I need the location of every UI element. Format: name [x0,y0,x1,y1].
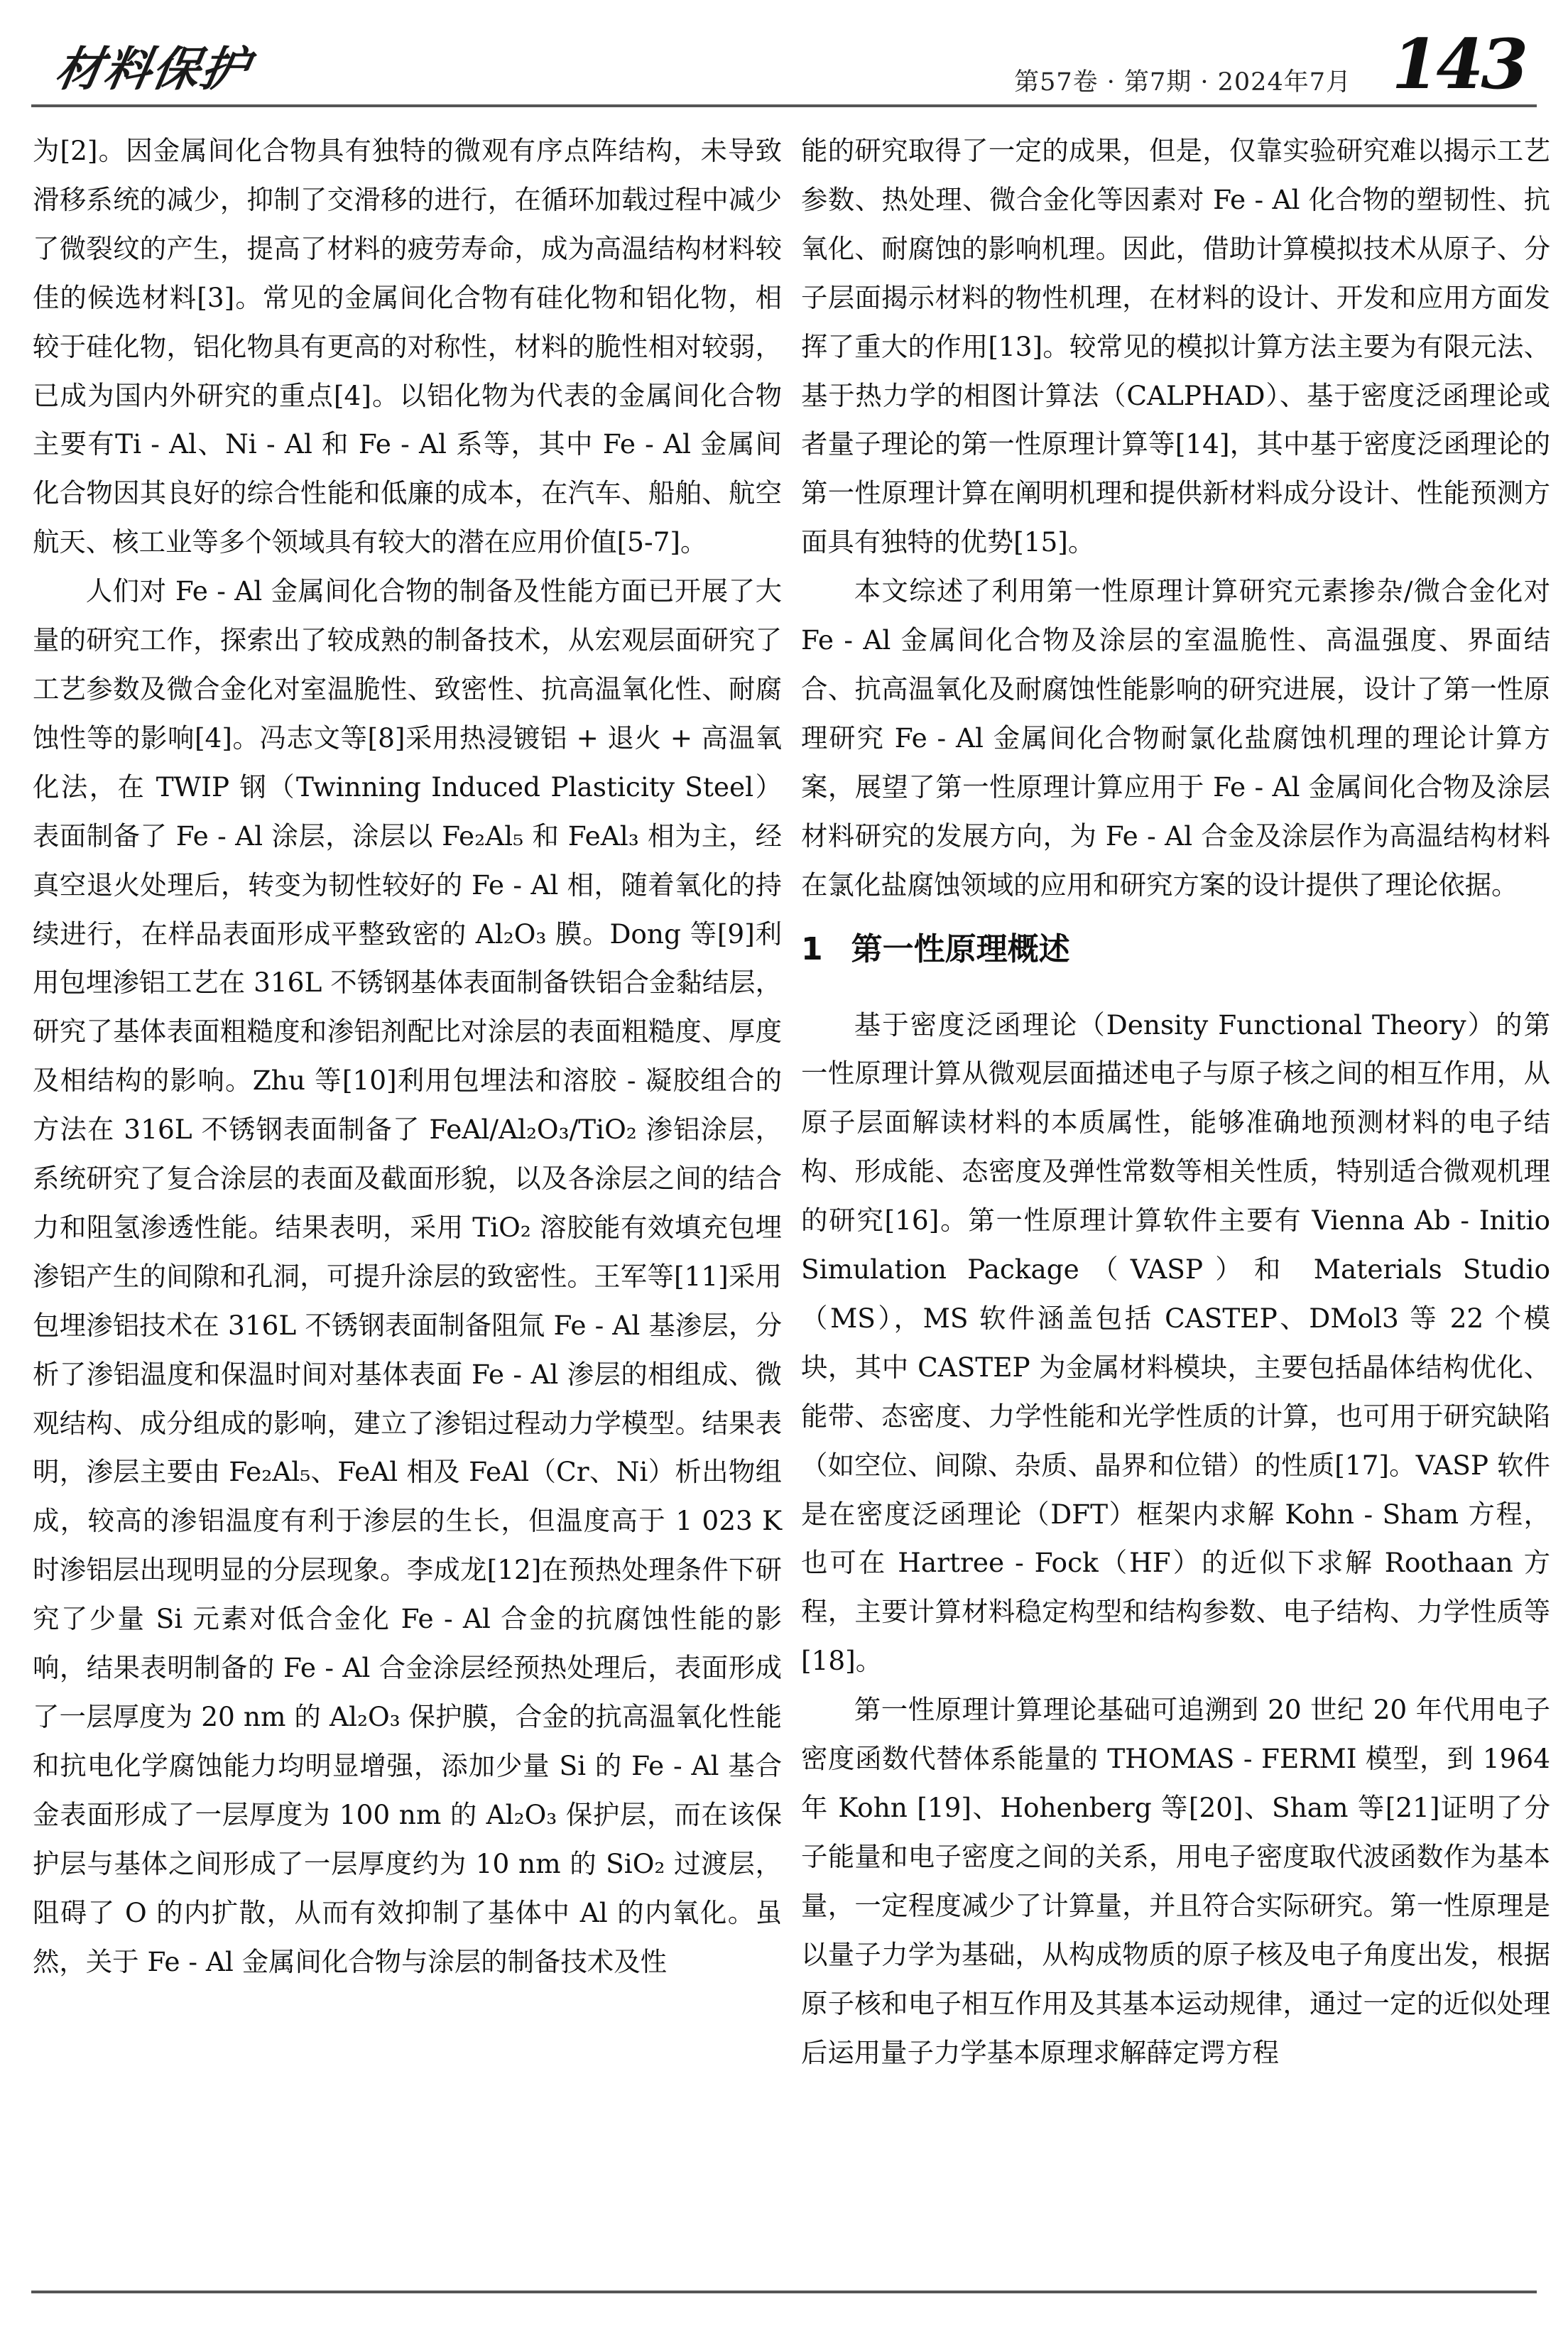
section-title: 第一性原理概述 [851,930,1070,967]
paragraph: 人们对 Fe - Al 金属间化合物的制备及性能方面已开展了大量的研究工作，探索出了较成熟的制备技术，从宏观层面研究了工艺参数及微合金化对室温脆性、致密性、抗高温氧化性、耐腐蚀性等的影响[4]。冯志文等[8]采用热浸镀铝 + 退火 + 高温氧化法，在 TWIP 钢（Twinning Induced Plasticity Steel）表面制备了 Fe - Al 涂层，涂层以 Fe₂Al₅ 和 FeAl₃ 相为主，经真空退火处理后，转变为韧性较好的 Fe - Al 相，随着氧化的持续进行，在样品表面形成平整致密的 Al₂O₃ 膜。Dong 等[9]利用包埋渗铝工艺在 316L 不锈钢基体表面制备铁铝合金黏结层，研究了基体表面粗糙度和渗铝剂配比对涂层的表面粗糙度、厚度及相结构的影响。Zhu 等[10]利用包埋法和溶胶 - 凝胶组合的方法在 316L 不锈钢表面制备了 FeAl/Al₂O₃/TiO₂ 渗铝涂层，系统研究了复合涂层的表面及截面形貌，以及各涂层之间的结合力和阻氢渗透性能。结果表明，采用 TiO₂ 溶胶能有效填充包埋渗铝产生的间隙和孔洞，可提升涂层的致密性。王军等[11]采用包埋渗铝技术在 316L 不锈钢表面制备阻氚 Fe - Al 基渗层，分析了渗铝温度和保温时间对基体表面 Fe - Al 渗层的相组成、微观结构、成分组成的影响，建立了渗铝过程动力学模型。结果表明，渗层主要由 Fe₂Al₅、FeAl 相及 FeAl（Cr、Ni）析出物组成，较高的渗铝温度有利于渗层的生长，但温度高于 1 023 K 时渗铝层出现明显的分层现象。李成龙[12]在预热处理条件下研究了少量 Si 元素对低合金化 Fe - Al 合金的抗腐蚀性能的影响，结果表明制备的 Fe - Al 合金涂层经预热处理后，表面形成了一层厚度为 20 nm 的 Al₂O₃ 保护膜，合金的抗高温氧化性能和抗电化学腐蚀能力均明显增强，添加少量 Si 的 Fe - Al 基合金表面形成了一层厚度为 100 nm 的 Al₂O₃ 保护层，而在该保护层与基体之间形成了一层厚度约为 10 nm 的 SiO₂ 过渡层，阻碍了 O 的内扩散，从而有效抑制了基体中 Al 的内氧化。虽然，关于 Fe - Al 金属间化合物与涂层的制备技术及性 [33,575,782,1977]
paragraph: 为[2]。因金属间化合物具有独特的微观有序点阵结构，未导致滑移系统的减少，抑制了交滑移的进行，在循环加载过程中减少了微裂纹的产生，提高了材料的疲劳寿命，成为高温结构材料较佳的候选材料[3]。常见的金属间化合物有硅化物和铝化物，相较于硅化物，铝化物具有更高的对称性，材料的脆性相对较弱，已成为国内外研究的重点[4]。以铝化物为代表的金属间化合物主要有Ti - Al、Ni - Al 和 Fe - Al 系等，其中 Fe - Al 金属间化合物因其良好的综合性能和低廉的成本，在汽车、船舶、航空航天、核工业等多个领域具有较大的潜在应用价值[5-7]。 [33,135,782,558]
section-number: 1 [801,930,823,967]
right-column [801,126,1550,2077]
left-column [33,126,782,1986]
header-rule [31,104,1537,107]
issue-info: 第57卷 · 第7期 · 2024年7月 [1014,68,1351,97]
journal-logo: 材料保护 [51,41,254,97]
paragraph: 第一性原理计算理论基础可追溯到 20 世纪 20 年代用电子密度函数代替体系能量的 THOMAS - FERMI 模型，到 1964 年 Kohn [19]、Hohenberg 等[20]、Sham 等[21]证明了分子能量和电子密度之间的关系，用电子密度取代波函数作为基本量，一定程度减少了计算量，并且符合实际研究。第一性原理是以量子力学为基础，从构成物质的原子核及电子角度出发，根据原子核和电子相互作用及其基本运动规律，通过一定的近似处理后运用量子力学基本原理求解薛定谔方程 [801,1694,1550,2068]
footer-rule [31,2291,1537,2293]
paragraph: 基于密度泛函理论（Density Functional Theory）的第一性原理计算从微观层面描述电子与原子核之间的相互作用，从原子层面解读材料的本质属性，能够准确地预测材料的电子结构、形成能、态密度及弹性常数等相关性质，特别适合微观机理的研究[16]。第一性原理计算软件主要有 Vienna Ab - Initio Simulation Package（VASP）和 Materials Studio（MS），MS 软件涵盖包括 CASTEP、DMol3 等 22 个模块，其中 CASTEP 为金属材料模块，主要包括晶体结构优化、能带、态密度、力学性能和光学性质的计算，也可用于研究缺陷（如空位、间隙、杂质、晶界和位错）的性质[17]。VASP 软件是在密度泛函理论（DFT）框架内求解 Kohn - Sham 方程，也可在 Hartree - Fock（HF）的近似下求解 Roothaan 方程，主要计算材料稳定构型和结构参数、电子结构、力学性质等[18]。 [801,1009,1550,1677]
section-heading [801,930,1550,969]
paragraph: 本文综述了利用第一性原理计算研究元素掺杂/微合金化对 Fe - Al 金属间化合物及涂层的室温脆性、高温强度、界面结合、抗高温氧化及耐腐蚀性能影响的研究进展，设计了第一性原理研究 Fe - Al 金属间化合物耐氯化盐腐蚀机理的理论计算方案，展望了第一性原理计算应用于 Fe - Al 金属间化合物及涂层材料研究的发展方向，为 Fe - Al 合金及涂层作为高温结构材料在氯化盐腐蚀领域的应用和研究方案的设计提供了理论依据。 [801,575,1550,901]
page-header [0,0,1568,107]
page-number: 143 [1391,24,1525,104]
paragraph: 能的研究取得了一定的成果，但是，仅靠实验研究难以揭示工艺参数、热处理、微合金化等因素对 Fe - Al 化合物的塑韧性、抗氧化、耐腐蚀的影响机理。因此，借助计算模拟技术从原子、分子层面揭示材料的物性机理，在材料的设计、开发和应用方面发挥了重大的作用[13]。较常见的模拟计算方法主要为有限元法、基于热力学的相图计算法（CALPHAD）、基于密度泛函理论或者量子理论的第一性原理计算等[14]，其中基于密度泛函理论的第一性原理计算在阐明机理和提供新材料成分设计、性能预测方面具有独特的优势[15]。 [801,135,1550,558]
